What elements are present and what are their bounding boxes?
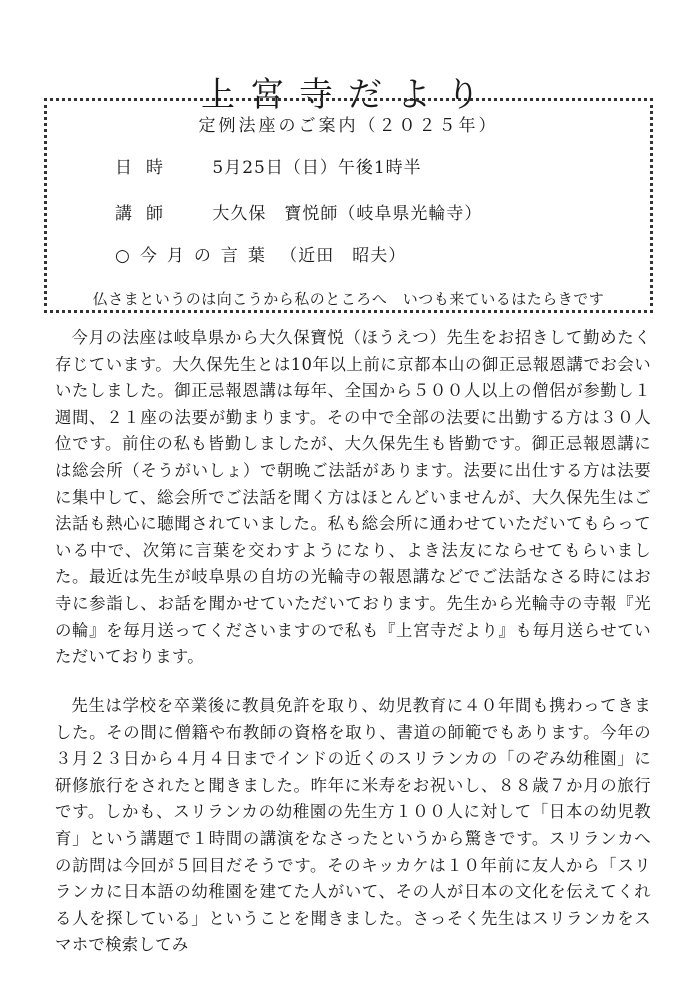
words-author: （近田 昭夫） xyxy=(280,246,407,266)
notice-box xyxy=(44,98,653,313)
newsletter-title: 上宮寺だより xyxy=(201,74,495,115)
words-quote: 仏さまというのは向こうから私のところへ いつも来ているはたらきです xyxy=(92,290,605,308)
body-paragraph-1: 今月の法座は岐阜県から大久保寶悦（ほうえつ）先生をお招きして勤めたく存じています。大久保先生とは10年以上前に京都本山の御正忌報恩講でお会いいたしました。御正忌報恩講は毎年、全国から５００人以上の僧侶が参勤し１週間、２１座の法要が勤まります。その中で全部の法要に出勤する方は３０人位です。前住の私も皆勤しましたが、大久保先生も皆勤です。御正忌報恩講には総会所（そうがいしょ）で朝晩ご法話があります。法要に出仕する方は法要に集中して、総会所でご法話を聞く方はほとんどいませんが、大久保先生はご法話も熱心に聴聞されていました。私も総会所に通わせていただいてもらっている中で、次第に言葉を交わすようになり、よき法友にならせてもらいました。最近は先生が岐阜県の自坊の光輪寺の報恩講などでご法話なさる時にはお寺に参詣し、お話を聞かせていただいております。先生から光輪寺の寺報『光の輪』を毎月送ってくださいますので私も『上宮寺だより』も毎月送らせていただいております。 xyxy=(55,328,651,667)
words-row xyxy=(115,241,406,266)
words-label: ○今月の言葉 xyxy=(115,246,275,266)
lecturer-value: 大久保 寶悦師（岐阜県光輪寺） xyxy=(212,204,483,224)
notice-heading: 定例法座のご案内（２０２５年） xyxy=(198,116,499,136)
lecturer-label: 講師 xyxy=(115,204,177,224)
lecturer-row xyxy=(115,199,482,224)
date-value: 5月25日（日）午後1時半 xyxy=(212,158,422,178)
body-paragraph-2: 先生は学校を卒業後に教員免許を取り、幼児教育に４０年間も携わってきました。その間に僧籍や布教師の資格を取り、書道の師範でもあります。今年の３月２３日から４月４日までインドの近くのスリランカの「のぞみ幼稚園」に研修旅行をされたと聞きました。昨年に米寿をお祝いし、８８歳７か月の旅行です。しかも、スリランカの幼稚園の先生方１００人に対して「日本の幼児教育」という講題で１時間の講演をなさったというから驚きです。スリランカへの訪問は今回が５回目だそうです。そのキッカケは１０年前に友人から「スリランカに日本語の幼稚園を建てた人がいて、その人が日本の文化を伝えてくれる人を探している」ということを聞きました。さっそく先生はスリランカをスマホで検索してみ xyxy=(55,696,651,955)
date-row xyxy=(115,153,422,178)
date-label: 日時 xyxy=(115,158,177,178)
